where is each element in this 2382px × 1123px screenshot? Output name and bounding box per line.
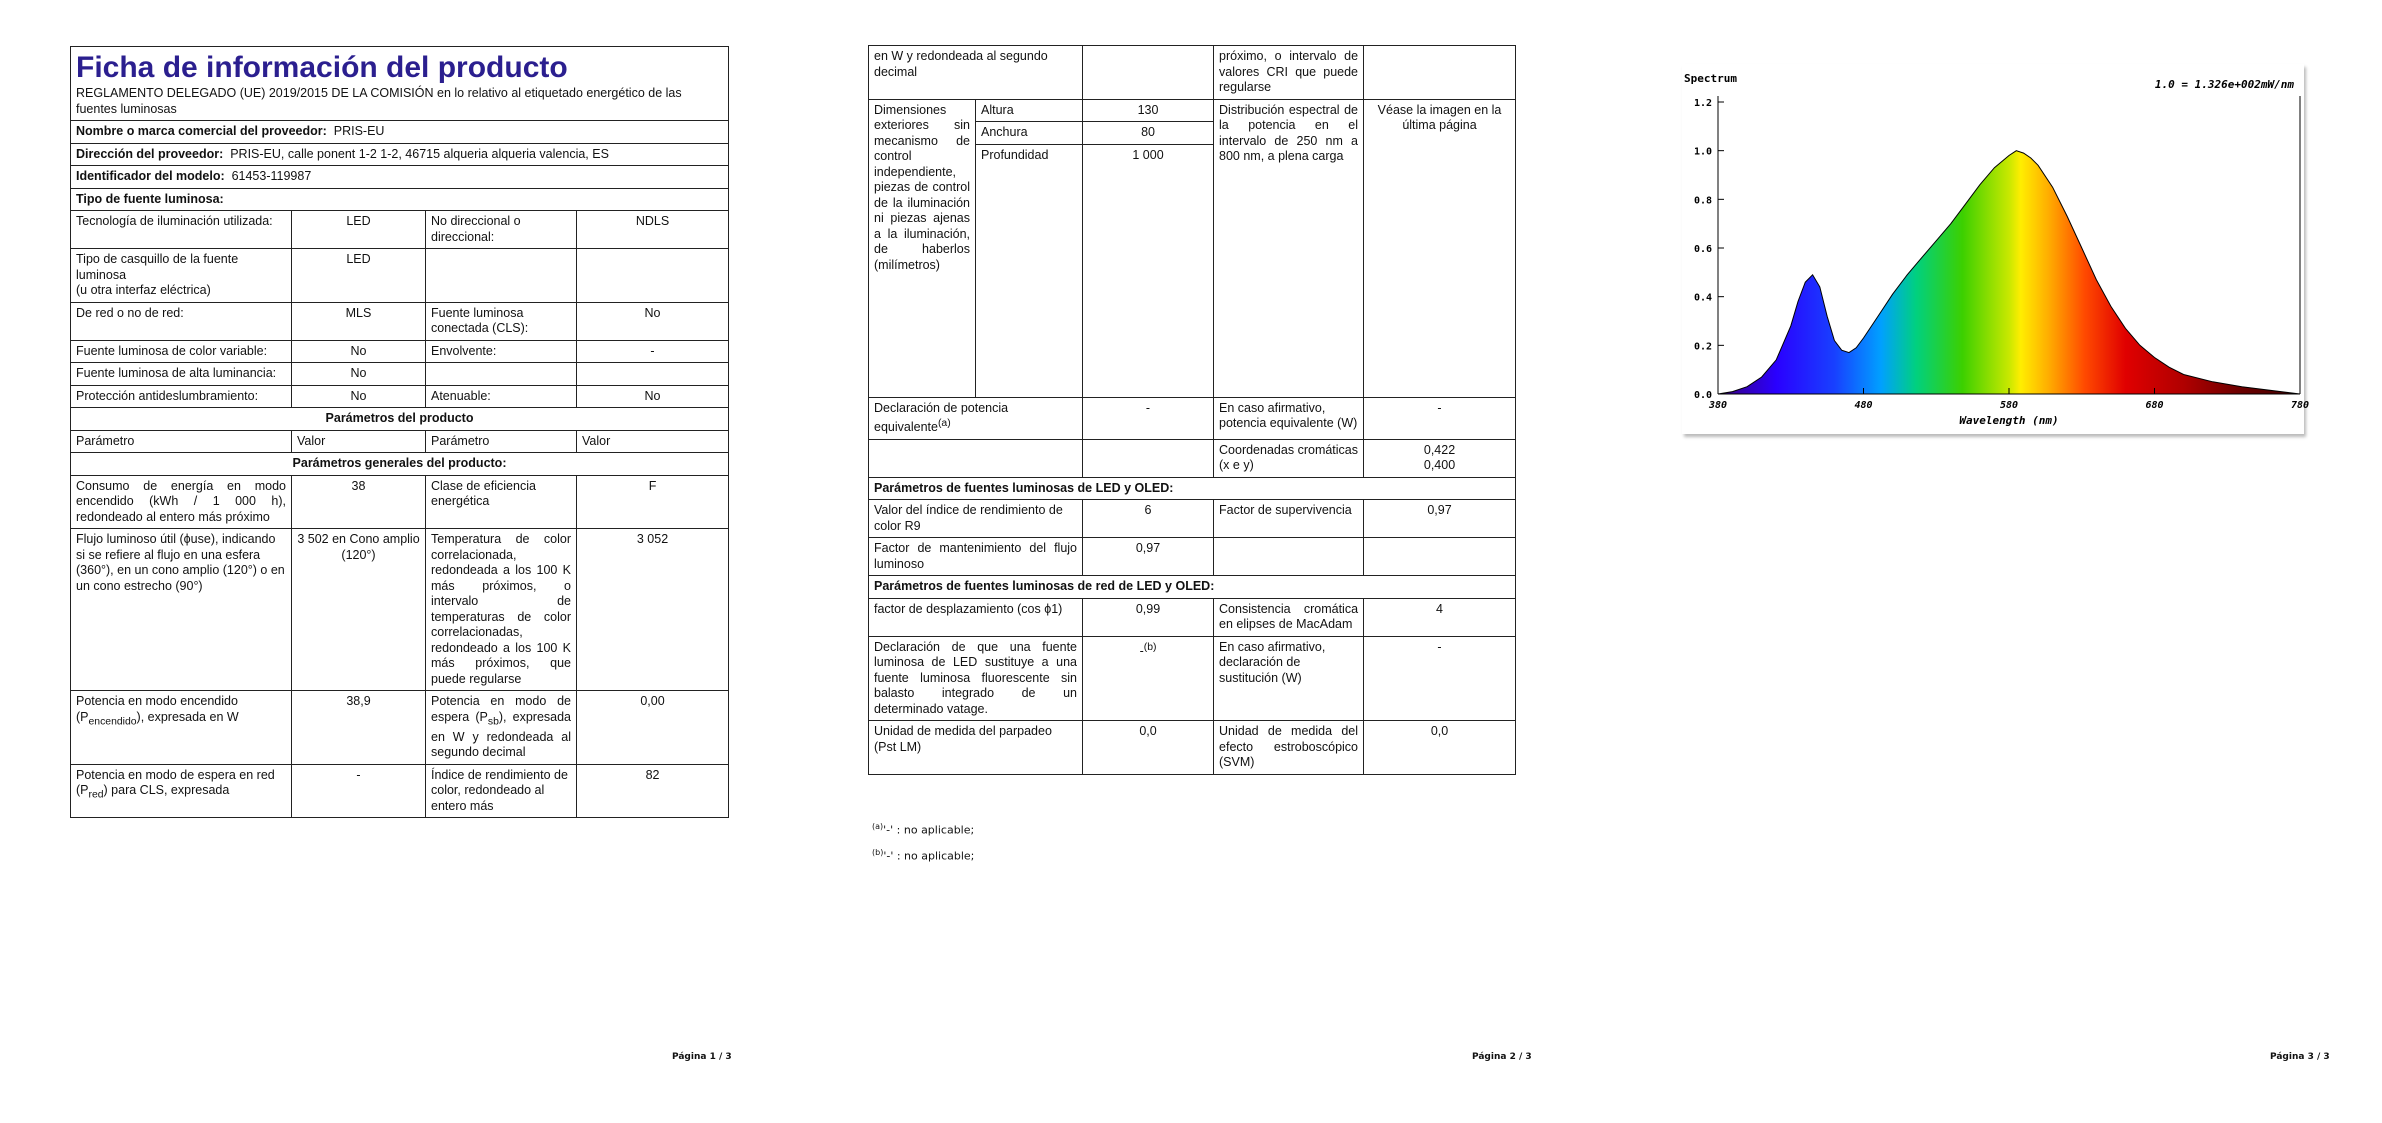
high-luminance-value: No — [292, 363, 426, 386]
y-tick-label: 0.0 — [1693, 390, 1712, 401]
replacement-label: Declaración de que una fuente luminosa de LED sustituye a una fuente luminosa fluorescente sin balasto integrado de un determinado vatage. — [869, 636, 1083, 721]
y-tick-label: 0.6 — [1693, 244, 1712, 255]
x-tick-label: 580 — [1999, 400, 2019, 411]
dimensions-label: Dimensiones exteriores sin mecanismo de control independiente, piezas de control de la iluminación ni piezas ajenas a la iluminación, de haberlos (milímetros) — [869, 99, 976, 397]
flicker-label: Unidad de medida del parpadeo (Pst LM) — [869, 721, 1083, 775]
svm-value: 0,0 — [1364, 721, 1516, 775]
empty-cell — [426, 249, 577, 303]
on-power-value: 38,9 — [292, 691, 426, 765]
high-luminance-label: Fuente luminosa de alta luminancia: — [71, 363, 292, 386]
footnote-b-marker: (b) — [872, 847, 884, 857]
x-tick-label: 480 — [1854, 400, 1873, 411]
continued-right: próximo, o intervalo de valores CRI que puede regularse — [1214, 46, 1364, 100]
col-header-value: Valor — [577, 430, 729, 453]
survival-value: 0,97 — [1364, 500, 1516, 538]
cls-value: No — [577, 302, 729, 340]
general-params-header: Parámetros generales del producto: — [71, 453, 729, 476]
networked-standby-label: Potencia en modo de espera en red (P — [76, 767, 275, 797]
page-number: Página 2 / 3 — [1472, 1052, 1532, 1062]
col-header-value: Valor — [292, 430, 426, 453]
footnote-a-marker: (a) — [872, 822, 884, 831]
page-2 — [790, 0, 1590, 1123]
on-power-label-end: ), expresada en W — [136, 709, 239, 724]
r9-label: Valor del índice de rendimiento de color R9 — [869, 500, 1083, 538]
dimmable-value: No — [577, 385, 729, 408]
empty-cell — [577, 249, 729, 303]
cap-label-2: (u otra interfaz eléctrica) — [76, 283, 211, 297]
chart-annotation: 1.0 = 1.326e+002mW/nm — [2154, 78, 2294, 91]
chromaticity-label: Coordenadas cromáticas (x e y) — [1214, 439, 1364, 477]
equivalent-yes-label: En caso afirmativo, potencia equivalente (W) — [1214, 397, 1364, 439]
x-tick-label: 380 — [1708, 400, 1728, 411]
empty-cell — [577, 363, 729, 386]
energy-label: Consumo de energía en modo encendido (kWh / 1 000 h), redondeado al entero más próximo — [71, 475, 292, 529]
led-params-header: Parámetros de fuentes luminosas de LED y OLED: — [869, 477, 1516, 500]
footnote-b — [872, 842, 974, 868]
anti-glare-value: No — [292, 385, 426, 408]
empty-cell — [1214, 538, 1364, 576]
replacement-yes-value: - — [1364, 636, 1516, 721]
on-mode-power-cell — [71, 691, 292, 765]
empty-cell — [869, 439, 1083, 477]
note-a-ref: (a) — [937, 418, 951, 429]
product-params-header: Parámetros del producto — [71, 408, 729, 431]
width-value: 80 — [1083, 122, 1214, 145]
tech-value: LED — [292, 211, 426, 249]
mains-label: De red o no de red: — [71, 302, 292, 340]
y-tick-label: 1.2 — [1693, 98, 1712, 109]
cls-label: Fuente luminosa conectada (CLS): — [426, 302, 577, 340]
cri-label: Índice de rendimiento de color, redondeado al entero más — [426, 764, 577, 818]
chromaticity-y: 0,400 — [1423, 458, 1456, 473]
depth-value: 1 000 — [1083, 144, 1214, 397]
page-title: Ficha de información del producto — [76, 51, 568, 84]
supplier-name-label: Nombre o marca comercial del proveedor: — [76, 124, 327, 138]
replacement-cell — [1083, 636, 1214, 721]
supplier-name-value: PRIS-EU — [333, 124, 385, 138]
empty-cell — [1364, 46, 1516, 100]
page-2-table-clip — [868, 46, 1502, 821]
displacement-value: 0,99 — [1083, 598, 1214, 636]
width-label: Anchura — [976, 122, 1083, 145]
col-header-param: Parámetro — [71, 430, 292, 453]
empty-cell — [426, 363, 577, 386]
energy-value: 38 — [292, 475, 426, 529]
flicker-value: 0,0 — [1083, 721, 1214, 775]
replacement-value: - — [1139, 643, 1144, 658]
supplier-address-label: Dirección del proveedor: — [76, 146, 224, 161]
equivalent-yes-value: - — [1364, 397, 1516, 439]
empty-cell — [1083, 46, 1214, 100]
note-b-ref: (b) — [1143, 641, 1157, 653]
svm-label: Unidad de medida del efecto estroboscópico (SVM) — [1214, 721, 1364, 775]
equivalent-power-label: Declaración de potencia equivalente — [874, 400, 1009, 435]
page-number: Página 3 / 3 — [2270, 1052, 2330, 1062]
standby-power-label-end: ), expresada en W y redondeada al segundo decimal — [431, 709, 571, 759]
cct-label: Temperatura de color correlacionada, redondeada a los 100 K más próximos, o intervalo de temperaturas de color correlacionadas, redondeado a los 100 K más próximos, que puede regularse — [426, 529, 577, 691]
footnote-a-text: '-' : no aplicable; — [883, 823, 975, 837]
energy-class-value: F — [577, 475, 729, 529]
y-tick-label: 0.4 — [1693, 292, 1712, 304]
model-value: 61453-119987 — [231, 169, 312, 183]
color-tunable-value: No — [292, 340, 426, 363]
color-tunable-label: Fuente luminosa de color variable: — [71, 340, 292, 363]
mains-led-params-header: Parámetros de fuentes luminosas de red de LED y OLED: — [869, 576, 1516, 599]
dimmable-label: Atenuable: — [426, 385, 577, 408]
mains-value: MLS — [292, 302, 426, 340]
y-tick-label: 0.8 — [1693, 195, 1712, 207]
on-power-sub: encendido — [88, 716, 137, 727]
standby-power-value: 0,00 — [577, 691, 729, 765]
continued-left: en W y redondeada al segundo decimal — [869, 46, 1083, 100]
replacement-yes-label: En caso afirmativo, declaración de sustitución (W) — [1214, 636, 1364, 721]
maintenance-label: Factor de mantenimiento del flujo luminoso — [869, 538, 1083, 576]
cap-label: Tipo de casquillo de la fuente luminosa — [76, 252, 239, 282]
footnote-a — [872, 816, 974, 842]
cct-value: 3 052 — [577, 529, 729, 691]
height-label: Altura — [976, 99, 1083, 122]
page-1 — [0, 0, 790, 1123]
spd-value: Véase la imagen en la última página — [1364, 99, 1516, 397]
empty-cell — [1364, 538, 1516, 576]
cap-type-cell — [71, 249, 292, 303]
model-label: Identificador del modelo: — [76, 169, 225, 183]
standby-power-cell — [426, 691, 577, 765]
survival-label: Factor de supervivencia — [1214, 500, 1364, 538]
consistency-label: Consistencia cromática en elipses de MacAdam — [1214, 598, 1364, 636]
directional-label: No direccional o direccional: — [426, 211, 577, 249]
product-info-table-continued — [868, 45, 1516, 775]
standby-power-sub: sb — [487, 716, 499, 727]
depth-label: Profundidad — [976, 144, 1083, 397]
equivalent-power-value: - — [1083, 397, 1214, 439]
consistency-value: 4 — [1364, 598, 1516, 636]
networked-standby-cell — [71, 764, 292, 818]
flux-value: 3 502 en Cono amplio (120°) — [292, 529, 426, 691]
envelope-label: Envolvente: — [426, 340, 577, 363]
networked-standby-value: - — [292, 764, 426, 818]
page-1-table-clip — [70, 46, 730, 1040]
supplier-address-row — [71, 143, 729, 166]
model-row — [71, 166, 729, 189]
displacement-label: factor de desplazamiento (cos ϕ1) — [869, 598, 1083, 636]
supplier-name-row — [71, 121, 729, 144]
tech-label: Tecnología de iluminación utilizada: — [71, 211, 292, 249]
chromaticity-cell — [1364, 439, 1516, 477]
energy-class-label: Clase de eficiencia energética — [426, 475, 577, 529]
regulation-text: REGLAMENTO DELEGADO (UE) 2019/2015 DE LA COMISIÓN en lo relativo al etiquetado energético de las fuentes luminosas — [76, 86, 682, 116]
cri-value: 82 — [577, 764, 729, 818]
product-info-table — [70, 46, 729, 818]
supplier-address-value: PRIS-EU, calle ponent 1-2 1-2, 46715 alqueria alqueria valencia, ES — [230, 146, 609, 161]
x-tick-label: 680 — [2145, 400, 2164, 411]
networked-standby-label-end: ) para CLS, expresada — [103, 783, 230, 797]
page-number: Página 1 / 3 — [672, 1052, 732, 1062]
header-cell — [71, 47, 729, 121]
col-header-param: Parámetro — [426, 430, 577, 453]
cap-value: LED — [292, 249, 426, 303]
flux-label: Flujo luminoso útil (ϕuse), indicando si se refiere al flujo en una esfera (360°), en un cono amplio (120°) o en un cono estrecho (90°) — [71, 529, 292, 691]
chart-title: Spectrum — [1684, 72, 1737, 85]
r9-value: 6 — [1083, 500, 1214, 538]
spectrum-chart — [1682, 64, 2310, 434]
equivalent-power-cell — [869, 397, 1083, 439]
envelope-value: - — [577, 340, 729, 363]
anti-glare-label: Protección antideslumbramiento: — [71, 385, 292, 408]
light-source-type: Tipo de fuente luminosa: — [71, 188, 729, 211]
networked-standby-sub: red — [88, 789, 104, 801]
empty-cell — [1083, 439, 1214, 477]
chromaticity-x: 0,422 — [1423, 442, 1456, 457]
on-power-label: Potencia en modo encendido (P — [76, 694, 238, 724]
x-axis-label: Wavelength (nm) — [1959, 414, 2059, 427]
y-tick-label: 0.2 — [1693, 341, 1712, 353]
y-tick-label: 1.0 — [1693, 146, 1712, 158]
spectrum-area — [1718, 151, 2300, 394]
maintenance-value: 0,97 — [1083, 538, 1214, 576]
footnote-b-text: '-' : no aplicable; — [883, 849, 975, 863]
height-value: 130 — [1083, 99, 1214, 122]
spd-label: Distribución espectral de la potencia en el intervalo de 250 nm a 800 nm, a plena carga — [1214, 99, 1364, 397]
footnotes — [872, 816, 974, 867]
x-tick-label: 780 — [2290, 400, 2310, 411]
standby-power-label: Potencia en modo de espera (P — [431, 694, 571, 724]
directional-value: NDLS — [577, 211, 729, 249]
